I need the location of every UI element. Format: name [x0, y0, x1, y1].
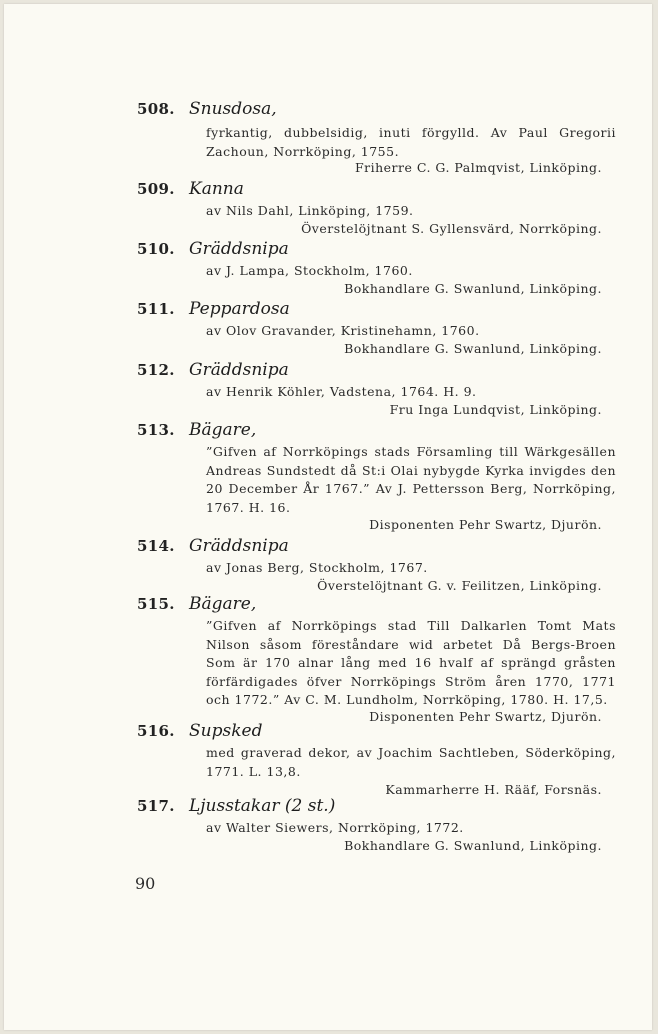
entry-description: av Henrik Köhler, Vadstena, 1764. H. 9. — [206, 384, 477, 399]
entry-number: 510. — [137, 240, 175, 258]
entry-number: 516. — [137, 722, 175, 740]
entry-title: Gräddsnipa — [189, 536, 289, 556]
entry-owner: Fru Inga Lundqvist, Linköping. — [389, 402, 602, 417]
entry-owner: Friherre C. G. Palmqvist, Linköping. — [354, 160, 602, 175]
entry-description: av Jonas Berg, Stockholm, 1767. — [206, 560, 428, 575]
entry-number: 513. — [137, 421, 175, 439]
entry-description: med graverad dekor, av Joachim Sachtleben, Söderköping, 1771. L. 13,8. — [206, 745, 616, 779]
entry-number: 508. — [137, 100, 175, 118]
entry-description: ”Gifven af Norrköpings stads Församling till Wärkgesällen Andreas Sundstedt då St:i Olai nybygde Kyrka invigdes den 20 December År 1767.” Av J. Pettersson Berg, Norrköping, 1767. H. 16. — [206, 444, 616, 515]
entry-title: Bägare, — [189, 594, 257, 614]
catalog-page — [4, 4, 652, 1030]
page-number: 90 — [135, 874, 156, 893]
entry-title: Gräddsnipa — [189, 360, 289, 380]
entry-description: av Olov Gravander, Kristinehamn, 1760. — [206, 323, 480, 338]
entry-owner: Bokhandlare G. Swanlund, Linköping. — [344, 281, 602, 296]
entry-number: 512. — [137, 361, 175, 379]
entry-title: Gräddsnipa — [189, 239, 289, 259]
entry-title: Supsked — [189, 721, 263, 741]
entry-title: Bägare, — [189, 420, 257, 440]
entry-owner: Kammarherre H. Rääf, Forsnäs. — [385, 782, 602, 797]
entry-title: Peppardosa — [189, 299, 290, 319]
entry-number: 514. — [137, 537, 175, 555]
entry-owner: Överstelöjtnant G. v. Feilitzen, Linköping. — [317, 578, 602, 593]
entry-title: Snusdosa, — [189, 99, 277, 119]
entry-number: 511. — [137, 300, 175, 318]
entry-number: 517. — [137, 797, 175, 815]
entry-owner: Överstelöjtnant S. Gyllensvärd, Norrköping. — [301, 221, 602, 236]
entry-description: av Walter Siewers, Norrköping, 1772. — [206, 820, 464, 835]
entry-title: Kanna — [189, 179, 244, 199]
entry-owner: Bokhandlare G. Swanlund, Linköping. — [344, 341, 602, 356]
entry-owner: Disponenten Pehr Swartz, Djurön. — [369, 709, 602, 724]
entry-description: ”Gifven af Norrköpings stad Till Dalkarlen Tomt Mats Nilson såsom föreståndare wid arbetet Då Bergs-Broen Som är 170 alnar lång med 16 hvalf af sprängd gråsten förfärdigades öfver Norrköpings Ström åren 1770, 1771 och 1772.” Av C. M. Lundholm, Norrköping, 1780. H. 17,5. — [206, 618, 616, 707]
entry-title: Ljusstakar (2 st.) — [189, 796, 336, 816]
entry-description: fyrkantig, dubbelsidig, inuti förgylld. Av Paul Gregorii Zachoun, Norrköping, 1755. — [206, 125, 616, 159]
entry-number: 509. — [137, 180, 175, 198]
entry-number: 515. — [137, 595, 175, 613]
entry-description: av Nils Dahl, Linköping, 1759. — [206, 203, 414, 218]
entry-owner: Disponenten Pehr Swartz, Djurön. — [369, 517, 602, 532]
entry-owner: Bokhandlare G. Swanlund, Linköping. — [344, 838, 602, 853]
entry-description: av J. Lampa, Stockholm, 1760. — [206, 263, 413, 278]
